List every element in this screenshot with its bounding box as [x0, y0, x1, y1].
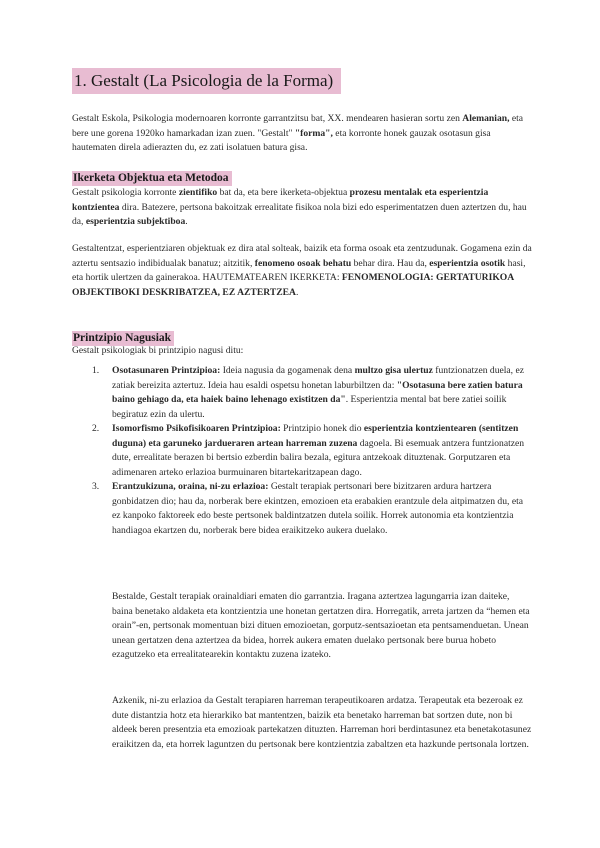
intro-paragraph: Gestalt Eskola, Psikologia modernoaren korronte garrantzitsu bat, XX. mendearen hasieran sortu zen Alemanian, eta bere une gorena 1920ko hamarkadan izan zuen. "Gestalt" "forma", eta korronte honek gauzak osotasun gisa hautematen direla adierazten du, ez zati isolatuen batura gisa. [72, 113, 524, 153]
principles-lead: Gestalt psikologiak bi printzipio nagusi ditu: [72, 345, 244, 356]
relationship-paragraph: Azkenik, ni-zu erlazioa da Gestalt terapiaren harreman terapeutikoaren ardatza. Terapeutak eta bezeroak ez dute distantzia hotz eta hierarkiko bat mantentzen, baizik eta benetako harreman bat sortzen dute, non bi aldeek beren presentzia eta emozioak partekatzen dituzten. Harreman hori berdintasunez eta benetakotasunez eraikitzen da, eta horrek laguntzen du pertsonak bere kontzientzia zabaltzen eta hazkunde pertsonala lortzen. [112, 695, 532, 750]
list-item: 2. Isomorfismo Psikofisikoaren Printzipioa: Printzipio honek dio esperientzia kontzientearen (sentitzen duguna) eta garuneko jardueraren artean harreman zuzena dagoela. Bi esemuak antzera funtzionatzen dute, errealitate berazen bi bertsio ezberdin balira bezala, egitura antzekoak dituztenak. Gorputzaren eta adimenaren arteko erlazioa burmuinaren bitartekaritzapean dago. [92, 423, 525, 478]
principles-list [72, 364, 532, 538]
list-item: 1. Osotasunaren Printzipioa: Ideia nagusia da gogamenak dena multzo gisa ulertuz funtzionatzen duela, ez zatiak bereizita aztertuz. Ideia hau esaldi ospetsu honetan laburbiltzen da: "Osotasuna bere zatien batura baino gehiago da, eta haiek baino lehenago existitzen da". Esperientzia mental bat bere zatiei soilik begiratuz ezin da ulertu. [92, 365, 525, 420]
method-paragraph-2: Gestaltentzat, esperientziaren objektuak ez dira atal solteak, baizik eta forma osoak eta zentzudunak. Gogamena ezin da aztertu sentsazio indibidualak banatuz; aitzitik, fenomeno osoak behatu behar dira. Hau da, esperientzia osotik hasi, eta hortik ulertzen da gainerakoa. HAUTEMATEAREN IKERKETA: FENOMENOLOGIA: GERTATURIKOA OBJEKTIBOKI DESKRIBATZEA, EZ AZTERTZEA. [72, 243, 532, 298]
section-heading-method: Ikerketa Objektua eta Metodoa [72, 171, 232, 186]
page-title: 1. Gestalt (La Psicologia de la Forma) [72, 68, 341, 94]
present-paragraph: Bestalde, Gestalt terapiak orainaldiari ematen dio garrantzia. Iragana aztertzea lagungarria izan daiteke, baina benetako aldaketa eta kontzientzia une honetan gertatzen dira. Horregatik, arreta jartzen da “hemen eta orain”-en, pertsonak momentuan bizi dituen emozioetan, gorputz-sentsazioetan eta pentsamenduetan. Unean unean gertatzen dena aztertzea da bidea, horrek aukera ematen duelako pertsonak bere burua hobeto ezagutzeko eta errealitatearekin kontaktu zuzena izateko. [112, 591, 530, 660]
list-item: 3. Erantzukizuna, oraina, ni-zu erlazioa: Gestalt terapiak pertsonari bere bizitzaren ardura hartzera gonbidatzen dio; hau da, norberak bere ekintzen, emozioen eta erabakien erantzule dela aitpimatzen du, eta ez kanpoko faktoreek edo beste pertsonek baldintzatzen dutela soilik. Horrek autonomia eta kontzientzia handiagoa ekartzen du, norberak bere bidea eraikitzeko aukera duelako. [92, 481, 524, 536]
method-paragraph-1: Gestalt psikologia korronte zientifiko bat da, eta bere ikerketa-objektua prozesu mentalak eta esperientzia kontzientea dira. Batezere, pertsona bakoitzak errealitate fisikoa nola bizi edo esperimentatzen duen aztertzen du, hau da, esperientzia subjektiboa. [72, 187, 527, 227]
section-heading-principles: Printzipio Nagusiak [72, 331, 174, 346]
